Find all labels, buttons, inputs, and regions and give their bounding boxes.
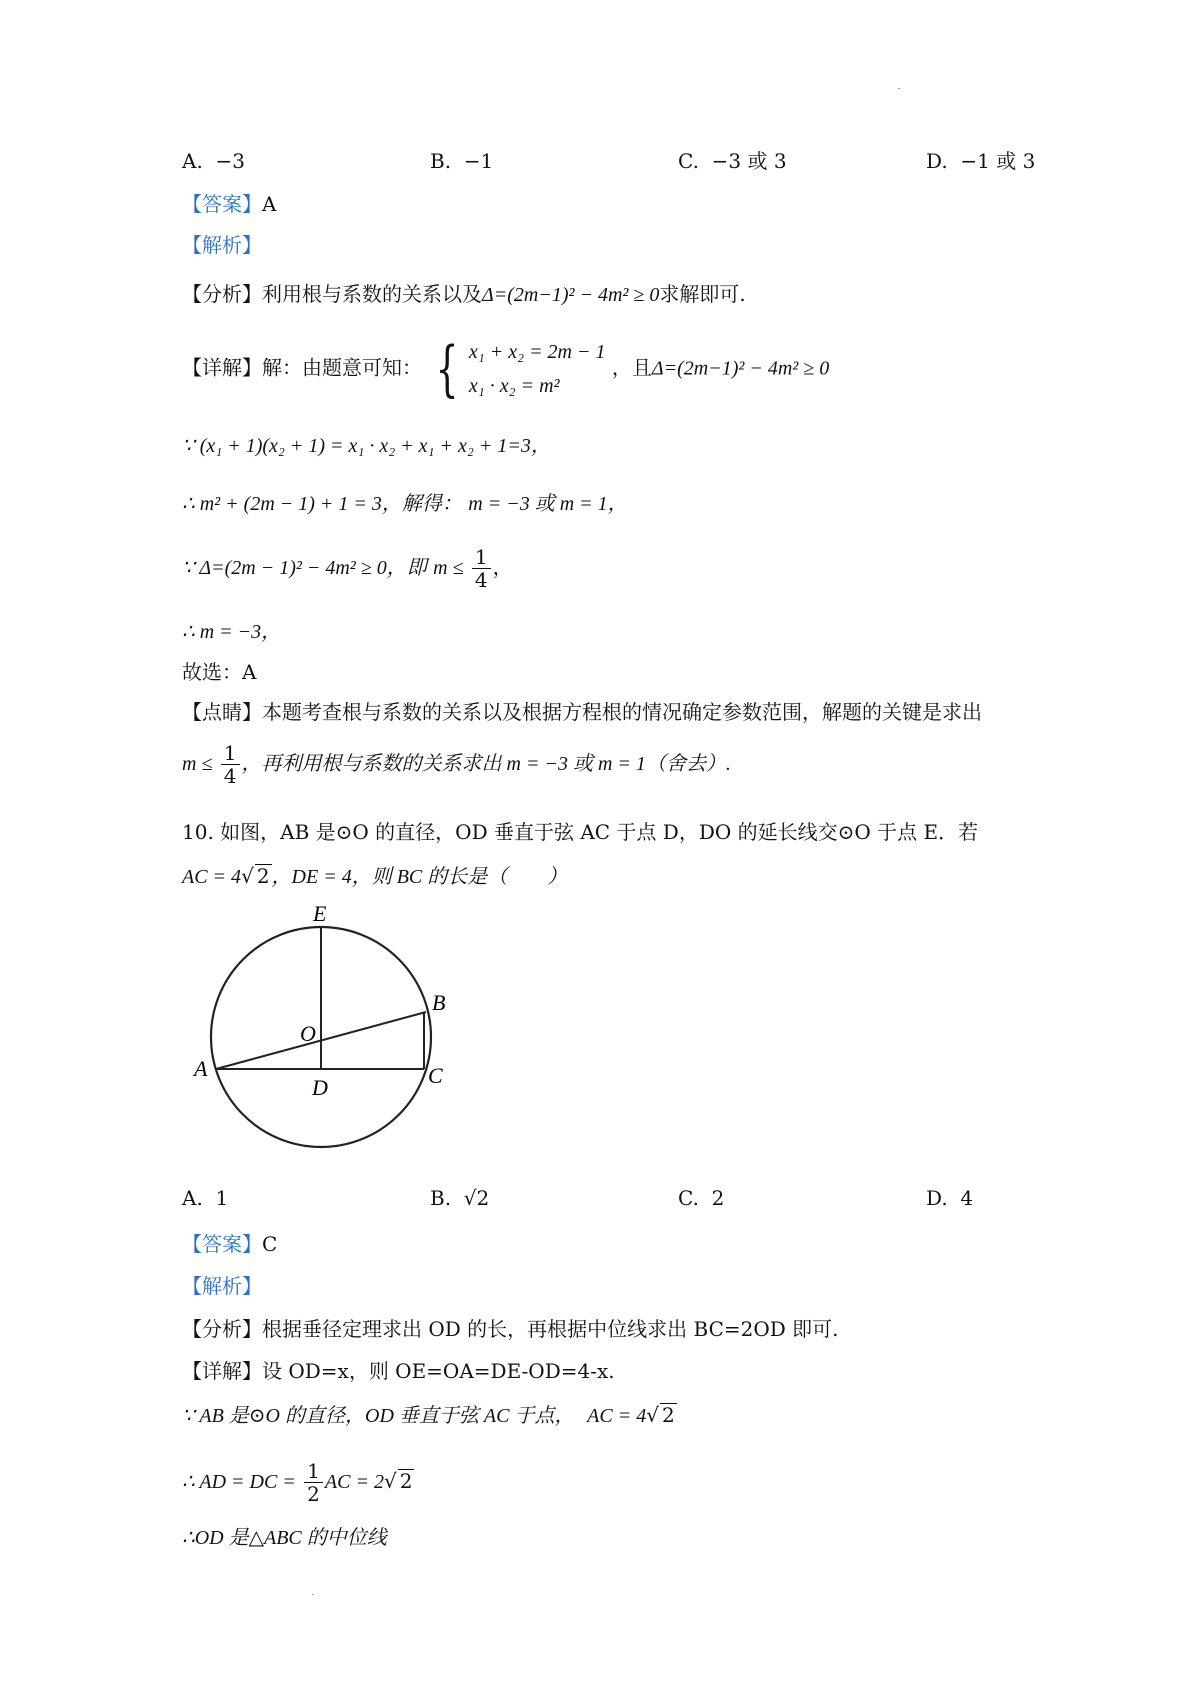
q10-option-a: A. 1 [182,1186,229,1210]
q10-option-d: D. 4 [926,1186,974,1210]
q9-analysis-tag: 【解析】 [182,233,262,257]
equation-system: x₁ + x₂ = 2m − 1 x₁ · x₂ = m² [468,341,606,397]
q9-option-c: C. −3 或 3 [678,149,787,173]
q10-step2: ∴ AD = DC = $\frac{1}{2}$ AC = 2√ 2 [182,1459,413,1506]
q10-step3: ∴OD 是△ABC 的中位线 [182,1527,387,1549]
brace: { [435,334,459,404]
label-c: C [428,1063,443,1088]
label-a: A [194,1056,208,1081]
fraction-one-quarter: $\frac{1}{4}$ [221,742,240,787]
q10-stem-line2: AC = 4√ 2 ，DE = 4，则 BC 的长是（ ） [182,864,568,888]
q10-analysis-tag: 【解析】 [182,1274,262,1298]
q10-xiangjie: 【详解】设 OD=x，则 OE=OA=DE-OD=4-x. [182,1359,615,1383]
circle-geometry-figure [180,900,480,1160]
q10-step1: ∵ AB 是⊙O 的直径，OD 垂直于弦 AC 于点， AC = 4√ 2 [182,1403,675,1427]
q9-option-a: A. −3 [182,149,246,173]
q9-fenxi: 【分析】利用根与系数的关系以及Δ=(2m−1)² − 4m² ≥ 0求解即可. [182,282,746,306]
label-o: O [300,1021,316,1046]
q9-option-b: B. −1 [430,149,494,173]
fraction-one-quarter: $\frac{1}{4}$ [472,546,491,591]
q10-fenxi: 【分析】根据垂径定理求出 OD 的长，再根据中位线求出 BC=2OD 即可. [182,1317,839,1341]
q10-answer: 【答案】C [182,1232,278,1256]
q10-option-c: C. 2 [678,1186,725,1210]
q9-guxuan: 故选：A [182,660,257,684]
q9-dianjing: 【点睛】本题考查根与系数的关系以及根据方程根的情况确定参数范围，解题的关键是求出 [182,700,982,724]
q9-xiangjie: 【详解】解：由题意可知： { x₁ + x₂ = 2m − 1 x₁ · x₂ = m² ，且Δ=(2m−1)² − 4m² ≥ 0 [182,334,830,404]
q9-step4: ∴ m = −3， [182,621,282,643]
q10-stem-line1: 10. 如图，AB 是⊙O 的直径，OD 垂直于弦 AC 于点 D，DO 的延长线交⊙O 于点 E．若 [182,820,979,844]
q9-step3: ∵ Δ=(2m − 1)² − 4m² ≥ 0，即 m ≤ $\frac{1}{4}$ ， [182,545,513,592]
scan-dot [312,1594,314,1595]
q9-dianjing-cont: m ≤ $\frac{1}{4}$ ，再利用根与系数的关系求出 m = −3 或 m = 1（舍去）. [182,741,731,788]
fraction-one-half: $\frac{1}{2}$ [304,1460,323,1505]
label-d: D [312,1075,328,1100]
scan-dot [898,88,900,89]
q9-answer: 【答案】A [182,192,277,216]
q9-step1: ∵ (x₁ + 1)(x₂ + 1) = x₁ · x₂ + x₁ + x₂ + 1=3， [182,435,551,457]
q9-option-d: D. −1 或 3 [926,149,1036,173]
q9-step2: ∴ m² + (2m − 1) + 1 = 3，解得： m = −3 或 m = 1， [182,493,628,515]
label-b: B [432,990,446,1015]
q10-option-b: B. √2 [430,1186,490,1210]
label-e: E [313,901,327,926]
